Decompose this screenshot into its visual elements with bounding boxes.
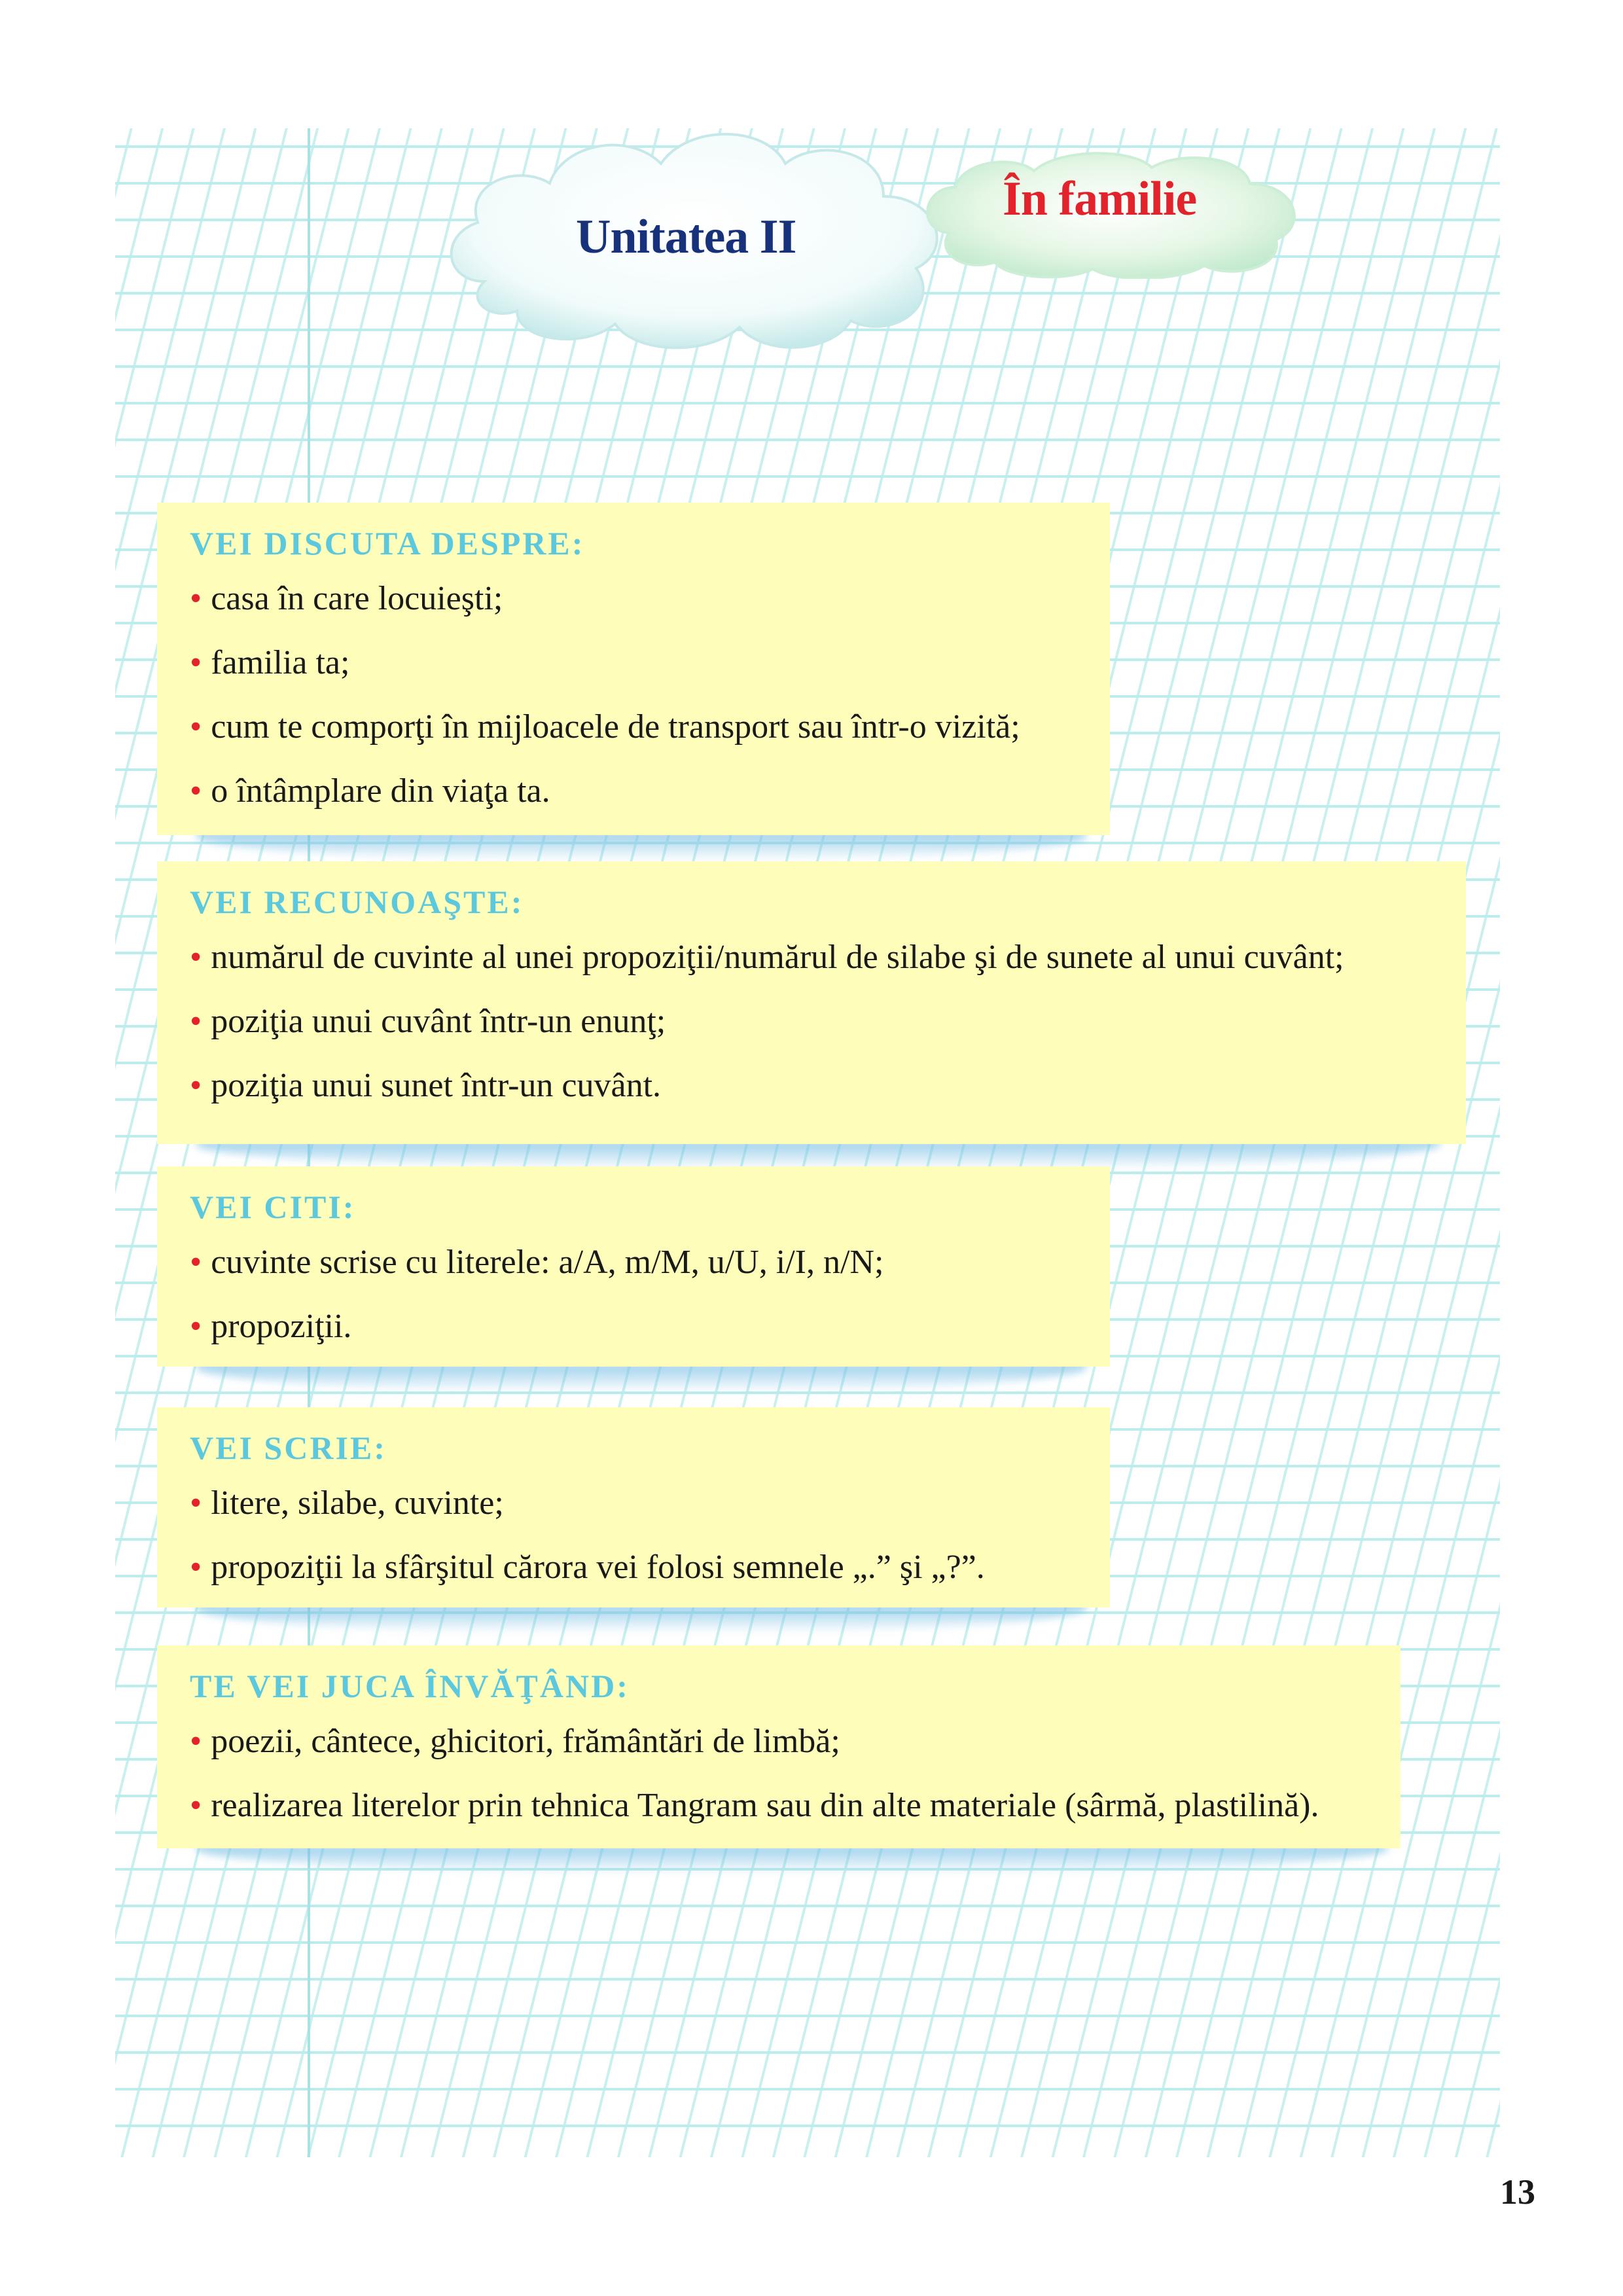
bullet-icon: • xyxy=(190,1723,202,1760)
section-title: VEI SCRIE: xyxy=(190,1429,387,1466)
list-item: • realizarea literelor prin tehnica Tangram sau din alte materiale (sârmă, plastilină). xyxy=(190,1787,1319,1824)
bullet-icon: • xyxy=(190,644,202,681)
section-play xyxy=(157,1645,1400,1848)
section-title: VEI CITI: xyxy=(190,1189,356,1225)
section-title: VEI DISCUTA DESPRE: xyxy=(190,525,585,562)
list-item: • propoziţii. xyxy=(190,1308,352,1345)
bullet-icon: • xyxy=(190,1308,202,1345)
bullet-icon: • xyxy=(190,1549,202,1586)
list-item: • poziţia unui cuvânt într-un enunţ; xyxy=(190,1003,666,1040)
section-write xyxy=(157,1407,1110,1607)
bullet-icon: • xyxy=(190,1484,202,1522)
bullet-icon: • xyxy=(190,1244,202,1281)
section-title: TE VEI JUCA ÎNVĂŢÂND: xyxy=(190,1668,630,1704)
list-item: • poezii, cântece, ghicitori, frământări de limbă; xyxy=(190,1723,840,1760)
list-item: • cum te comporţi în mijloacele de transport sau într-o vizită; xyxy=(190,708,1020,745)
section-title: VEI RECUNOAŞTE: xyxy=(190,884,524,920)
list-item: • cuvinte scrise cu literele: a/A, m/M, u/U, i/I, n/N; xyxy=(190,1244,884,1281)
topic-title: În familie xyxy=(1003,172,1197,226)
list-item: • familia ta; xyxy=(190,644,350,681)
section-discuss xyxy=(157,503,1110,835)
page-number: 13 xyxy=(1500,2172,1535,2212)
list-item: • poziţia unui sunet într-un cuvânt. xyxy=(190,1067,662,1104)
bullet-icon: • xyxy=(190,708,202,745)
bullet-icon: • xyxy=(190,1067,202,1104)
list-item: • casa în care locuieşti; xyxy=(190,580,503,617)
bullet-icon: • xyxy=(190,1003,202,1040)
section-read xyxy=(157,1166,1110,1367)
list-item: • numărul de cuvinte al unei propoziţii/numărul de silabe şi de sunete al unui cuvânt; xyxy=(190,939,1344,976)
unit-title: Unitatea II xyxy=(576,210,796,264)
bullet-icon: • xyxy=(190,580,202,617)
list-item: • o întâmplare din viaţa ta. xyxy=(190,772,550,810)
bullet-icon: • xyxy=(190,939,202,976)
list-item: • litere, silabe, cuvinte; xyxy=(190,1484,504,1522)
bullet-icon: • xyxy=(190,772,202,810)
section-recognize xyxy=(157,861,1466,1144)
list-item: • propoziţii la sfârşitul cărora vei folosi semnele „.” şi „?”. xyxy=(190,1549,985,1586)
bullet-icon: • xyxy=(190,1787,202,1824)
